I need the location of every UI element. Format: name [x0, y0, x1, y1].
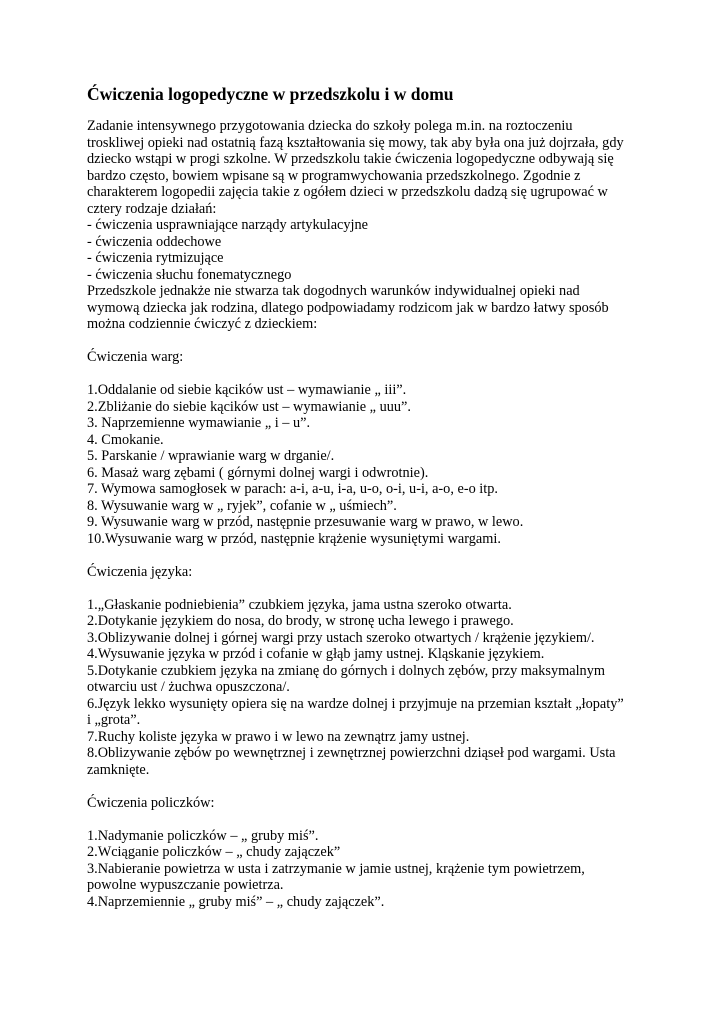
list-item: 3. Naprzemienne wymawianie „ i – u”.: [87, 415, 311, 431]
text-line: bardzo często, bowiem wpisane są w programwychowania przedszkolnego. Zgodnie z: [87, 167, 581, 184]
list-item: 8. Wysuwanie warg w „ ryjek”, cofanie w „ uśmiech”.: [87, 497, 397, 514]
text-line: wymową dziecka jak rodzina, dlatego podpowiadamy rodzicom jak w bardzo łatwy sposób: [87, 299, 609, 316]
list-item: zamknięte.: [87, 761, 150, 778]
list-item: 7.Ruchy koliste języka w prawo i w lewo na zewnątrz jamy ustnej.: [87, 728, 470, 745]
blank-line: [87, 366, 647, 383]
list-item: 6.Język lekko wysunięty opiera się na wardze dolnej i przyjmuje na przemian kształt „łopaty”: [87, 695, 624, 712]
text-line: troskliwej opieki nad ostatnią fazą kształtowania się mowy, tak aby była ona już dojrzała, gdy: [87, 134, 624, 151]
list-item: 6. Masaż warg zębami ( górnymi dolnej wargi i odwrotnie).: [87, 464, 429, 481]
list-item: - ćwiczenia słuchu fonematycznego: [87, 266, 292, 283]
list-item: 4. Cmokanie.: [87, 431, 164, 448]
list-item: 1.Nadymanie policzków – „ gruby miś”.: [87, 827, 319, 844]
list-item: - ćwiczenia usprawniające narządy artykulacyjne: [87, 217, 369, 233]
text-line: dziecko wstąpi w progi szkolne. W przedszkolu takie ćwiczenia logopedyczne odbywają się: [87, 151, 614, 167]
text-line: Zadanie intensywnego przygotowania dziecka do szkoły polega m.in. na roztoczeniu: [87, 118, 573, 134]
list-item: 2.Wciąganie policzków – „ chudy zajączek”: [87, 844, 341, 860]
blank-line: [87, 547, 647, 564]
section-heading-cheeks: Ćwiczenia policzków:: [87, 794, 215, 811]
blank-line: [87, 778, 647, 795]
text-line: charakterem logopedii zajęcia takie z ogółem dzieci w przedszkolu dadzą się ugrupować w: [87, 184, 608, 200]
section-heading-lips: Ćwiczenia warg:: [87, 349, 184, 365]
list-item: otwarciu ust / żuchwa opuszczona/.: [87, 679, 290, 695]
list-item: 4.Naprzemiennie „ gruby miś” – „ chudy zajączek”.: [87, 893, 385, 910]
list-item: 1.„Głaskanie podniebienia” czubkiem języka, jama ustna szeroko otwarta.: [87, 596, 512, 613]
list-item: 2.Zbliżanie do siebie kącików ust – wymawianie „ uuu”.: [87, 398, 411, 415]
list-item: 3.Oblizywanie dolnej i górnej wargi przy ustach szeroko otwartych / krążenie językiem/.: [87, 629, 595, 646]
list-item: 7. Wymowa samogłosek w parach: a-i, a-u, i-a, u-o, o-i, u-i, a-o, e-o itp.: [87, 481, 498, 497]
text-line: cztery rodzaje działań:: [87, 200, 217, 217]
list-item: powolne wypuszczanie powietrza.: [87, 877, 284, 893]
text-line: można codziennie ćwiczyć z dzieckiem:: [87, 316, 318, 332]
list-item: 4.Wysuwanie języka w przód i cofanie w głąb jamy ustnej. Kląskanie językiem.: [87, 646, 545, 662]
list-item: 5. Parskanie / wprawianie warg w drganie/.: [87, 448, 335, 464]
intro-paragraph: [87, 118, 647, 910]
blank-line: [87, 580, 647, 597]
document-page: [87, 84, 647, 910]
list-item: i „grota”.: [87, 712, 141, 728]
blank-line: [87, 811, 647, 828]
list-item: 5.Dotykanie czubkiem języka na zmianę do górnych i dolnych zębów, przy maksymalnym: [87, 662, 605, 679]
list-item: 1.Oddalanie od siebie kącików ust – wymawianie „ iii”.: [87, 382, 407, 398]
list-item: 9. Wysuwanie warg w przód, następnie przesuwanie warg w prawo, w lewo.: [87, 514, 524, 530]
text-line: Przedszkole jednakże nie stwarza tak dogodnych warunków indywidualnej opieki nad: [87, 283, 580, 299]
list-item: 10.Wysuwanie warg w przód, następnie krążenie wysuniętymi wargami.: [87, 530, 501, 547]
list-item: - ćwiczenia oddechowe: [87, 233, 222, 250]
list-item: 2.Dotykanie językiem do nosa, do brody, w stronę ucha lewego i prawego.: [87, 613, 514, 629]
list-item: 3.Nabieranie powietrza w usta i zatrzymanie w jamie ustnej, krążenie tym powietrzem,: [87, 860, 585, 877]
list-item: - ćwiczenia rytmizujące: [87, 250, 224, 266]
document-title: Ćwiczenia logopedyczne w przedszkolu i w domu: [87, 84, 454, 104]
list-item: 8.Oblizywanie zębów po wewnętrznej i zewnętrznej powierzchni dziąseł pod wargami. Usta: [87, 745, 616, 761]
section-heading-tongue: Ćwiczenia języka:: [87, 563, 193, 580]
blank-line: [87, 333, 647, 350]
